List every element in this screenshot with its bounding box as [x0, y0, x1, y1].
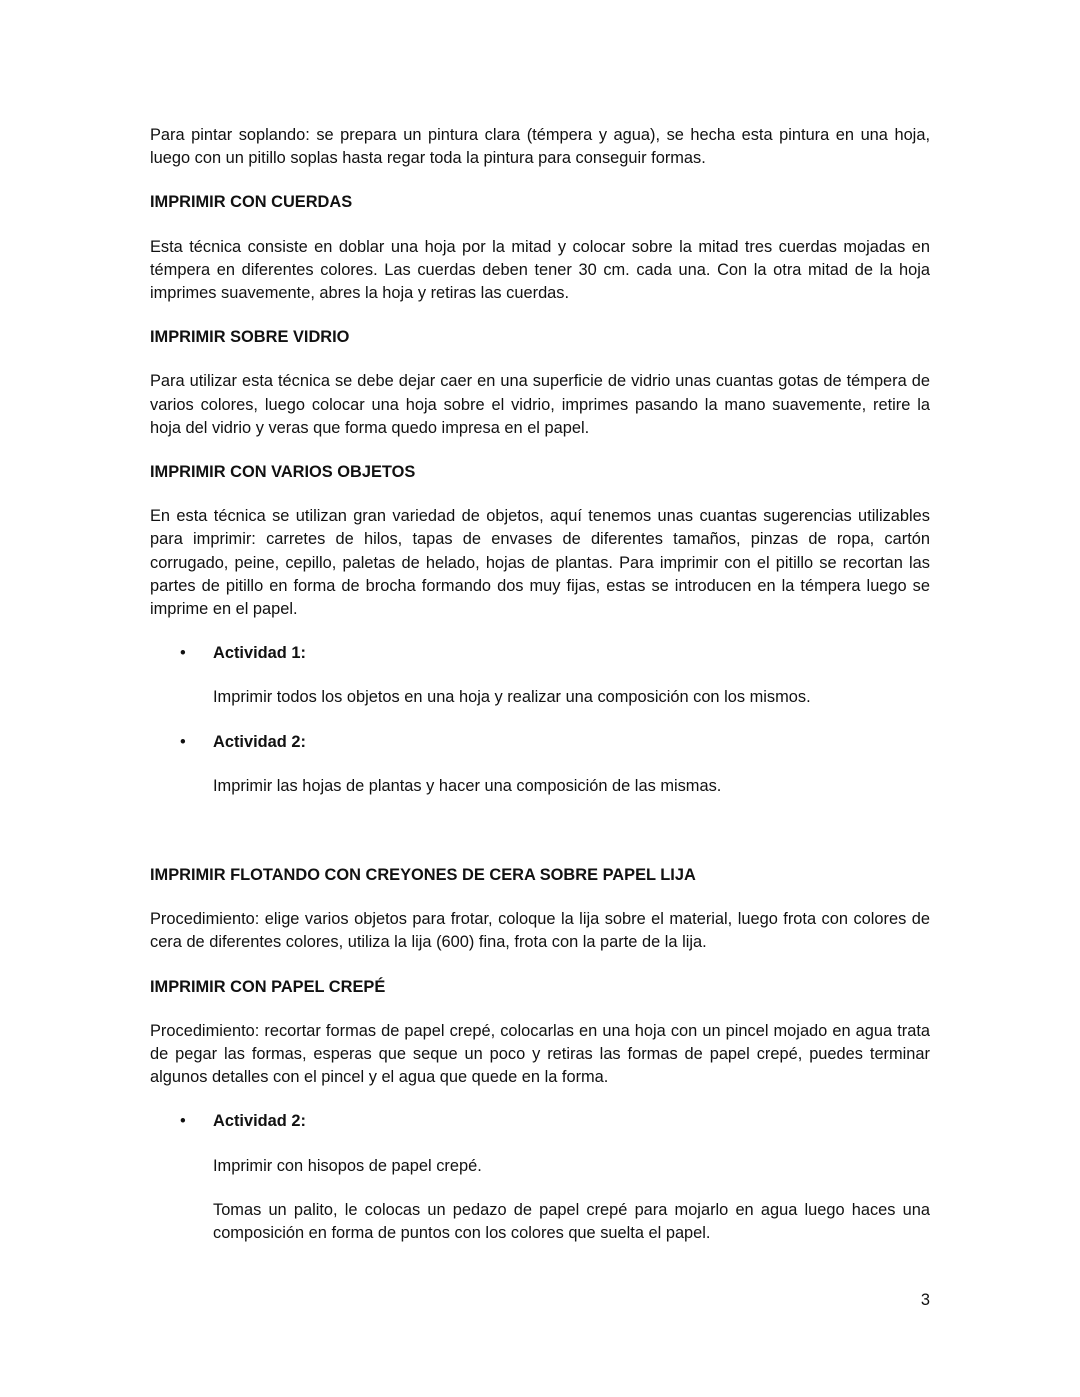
actividad-2b-text-2: Tomas un palito, le colocas un pedazo de papel crepé para mojarlo en agua luego haces una composición en forma de puntos con los colores que suelta el papel. [213, 1200, 930, 1243]
actividad-2b-text-1: Imprimir con hisopos de papel crepé. [213, 1156, 482, 1175]
bullet-icon: • [180, 1112, 186, 1131]
section-heading-lija: IMPRIMIR FLOTANDO CON CREYONES DE CERA SOBRE PAPEL LIJA [150, 866, 696, 885]
actividad-1-label: Actividad 1: [213, 644, 306, 663]
intro-paragraph: Para pintar soplando: se prepara un pintura clara (témpera y agua), se hecha esta pintura en una hoja, luego con un pitillo soplas hasta regar toda la pintura para conseguir formas. [150, 126, 930, 168]
section-heading-crepe: IMPRIMIR CON PAPEL CREPÉ [150, 977, 386, 996]
section-heading-vidrio: IMPRIMIR SOBRE VIDRIO [150, 328, 350, 347]
paragraph-lija: Procedimiento: elige varios objetos para frotar, coloque la lija sobre el material, luego frota con colores de cera de diferentes colores, utiliza la lija (600) fina, frota con la parte de la lija. [150, 910, 930, 952]
bullet-icon: • [180, 644, 186, 663]
paragraph-cuerdas: Esta técnica consiste en doblar una hoja por la mitad y colocar sobre la mitad tres cuerdas mojadas en témpera en diferentes colores. Las cuerdas deben tener 30 cm. cada una. Con la otra mitad de la hoja imprimes suavemente, abres la hoja y retiras las cuerdas. [150, 237, 930, 303]
document-body [150, 124, 930, 1245]
actividad-2b-label: Actividad 2: [213, 1112, 306, 1131]
paragraph-crepe: Procedimiento: recortar formas de papel crepé, colocarlas en una hoja con un pincel mojado en agua trata de pegar las formas, esperas que seque un poco y retiras las formas de papel crepé, puedes terminar algunos detalles con el pincel y el agua que quede en la forma. [150, 1021, 930, 1087]
section-heading-objetos: IMPRIMIR CON VARIOS OBJETOS [150, 463, 416, 482]
actividad-2a-text: Imprimir las hojas de plantas y hacer una composición de las mismas. [213, 776, 722, 795]
actividad-1-text: Imprimir todos los objetos en una hoja y realizar una composición con los mismos. [213, 688, 811, 707]
bullet-actividad-2a [150, 731, 930, 754]
bullet-icon: • [180, 732, 186, 751]
paragraph-objetos: En esta técnica se utilizan gran variedad de objetos, aquí tenemos unas cuantas sugerencias utilizables para imprimir: carretes de hilos, tapas de envases de diferentes tamaños, pinzas de ropa, cartón corrugado, peine, cepillo, paletas de helado, hojas de plantas. Para imprimir con el pitillo se recortan las partes de pitillo en forma de brocha formando dos muy fijas, estas se introducen en la témpera luego se imprime en el papel. [150, 507, 930, 619]
section-heading-cuerdas: IMPRIMIR CON CUERDAS [150, 193, 353, 212]
paragraph-vidrio: Para utilizar esta técnica se debe dejar caer en una superficie de vidrio unas cuantas gotas de témpera de varios colores, luego colocar una hoja sobre el vidrio, imprimes pasando la mano suavemente, retire la hoja del vidrio y veras que forma quedo impresa en el papel. [150, 372, 930, 437]
actividad-2a-label: Actividad 2: [213, 732, 306, 751]
bullet-actividad-1 [150, 642, 930, 665]
bullet-actividad-2b [150, 1110, 930, 1133]
page-number: 3 [920, 1291, 930, 1309]
